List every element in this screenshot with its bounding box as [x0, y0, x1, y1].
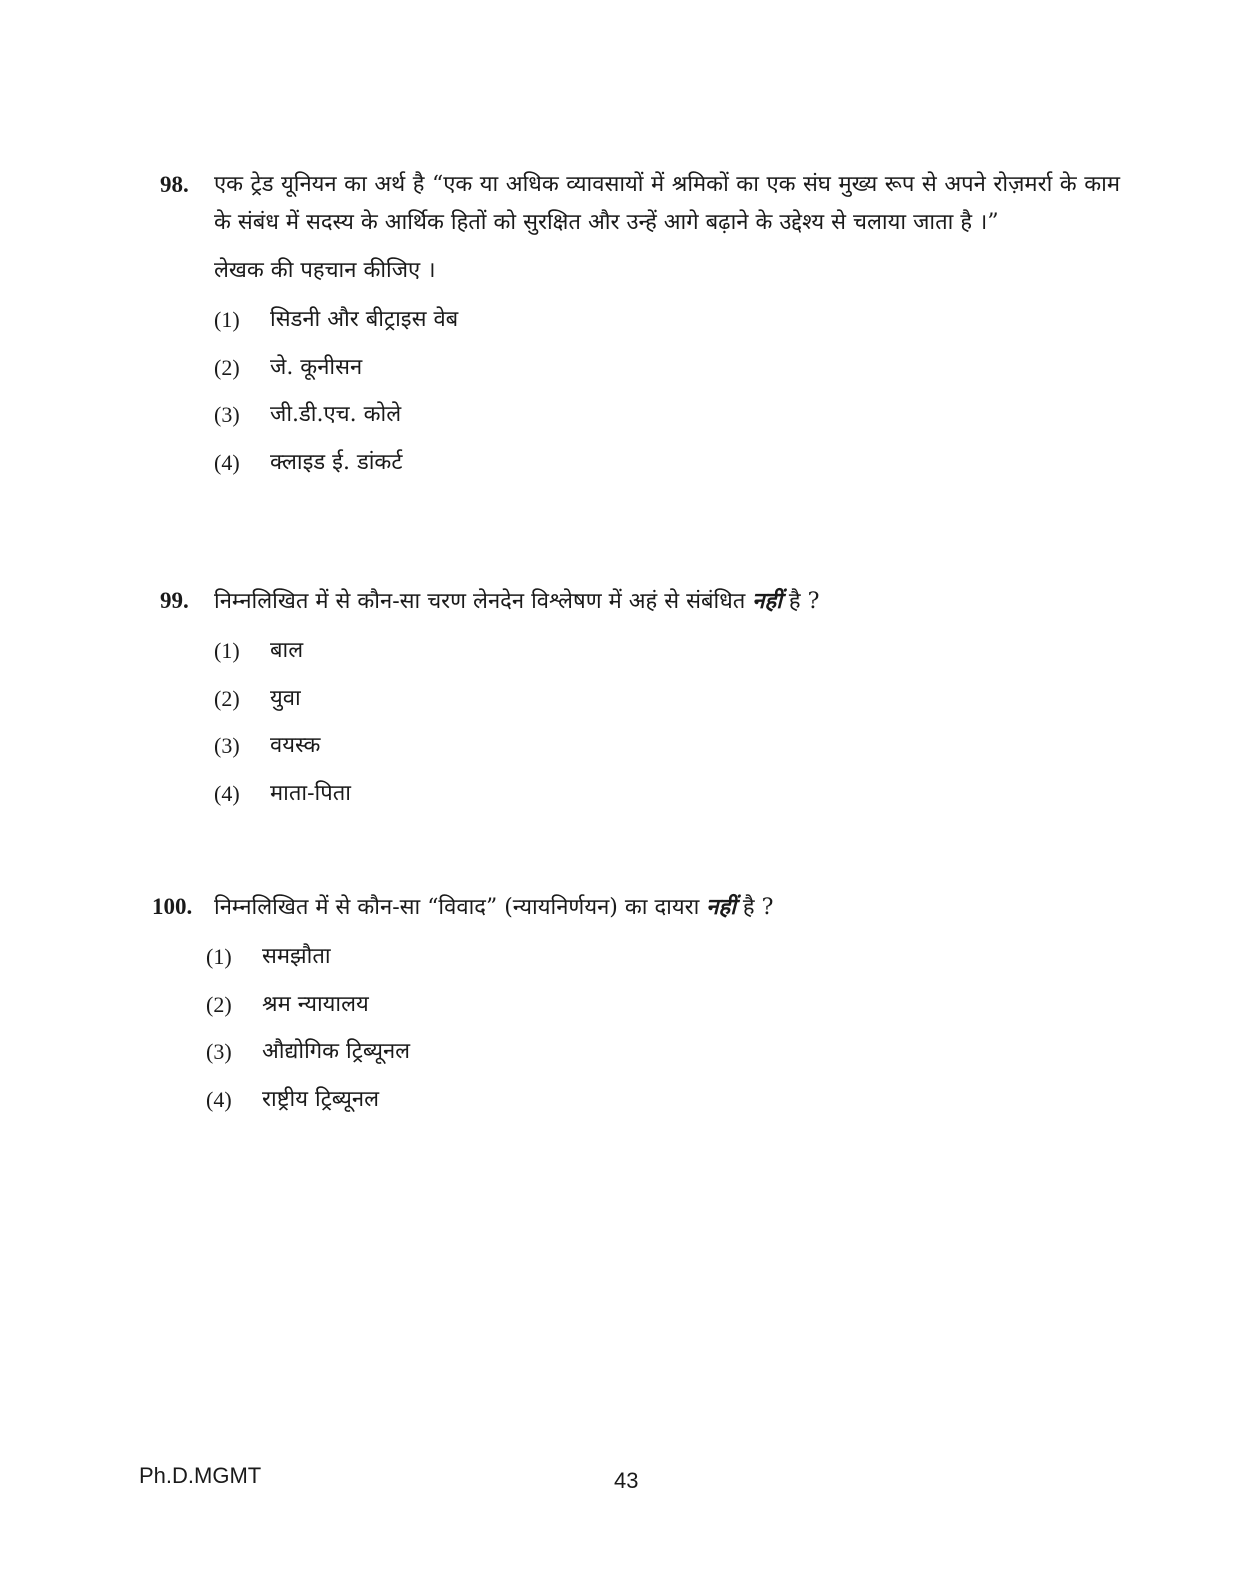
question-text-before: निम्नलिखित में से कौन-सा चरण लेनदेन विश्लेषण में अहं से संबंधित — [214, 589, 746, 614]
page-number: 43 — [614, 1468, 639, 1493]
question-text-before: निम्नलिखित में से कौन-सा “विवाद” (न्यायनिर्णयन) का दायरा — [214, 895, 700, 920]
options-list — [214, 627, 1120, 817]
question-number: 98. — [160, 172, 189, 197]
options-list — [214, 296, 1120, 486]
option-text: समझौता — [262, 944, 331, 969]
option-number: (2) — [206, 991, 232, 1017]
option-number: (2) — [214, 354, 240, 380]
option-number: (3) — [206, 1039, 232, 1064]
option-text: युवा — [270, 685, 301, 711]
question-100-stem — [152, 888, 1112, 927]
question-99-stem — [160, 582, 1120, 621]
option-text: वयस्क — [270, 733, 321, 758]
option-2 — [214, 675, 1120, 723]
question-text-after: है ? — [788, 589, 820, 614]
option-text: माता-पिता — [270, 780, 351, 806]
option-text: जे. कूनीसन — [270, 354, 363, 380]
option-1 — [214, 627, 1120, 675]
option-3 — [214, 391, 1120, 439]
question-text — [214, 888, 1112, 927]
option-text: औद्योगिक ट्रिब्यूनल — [262, 1039, 411, 1064]
option-number: (4) — [206, 1086, 232, 1112]
option-text: श्रम न्यायालय — [262, 991, 369, 1017]
option-number: (2) — [214, 685, 240, 711]
option-2 — [214, 344, 1120, 392]
option-4 — [206, 1076, 1112, 1124]
question-emphasis: नहीं — [706, 894, 736, 920]
option-2 — [206, 981, 1112, 1029]
option-number: (3) — [214, 402, 240, 427]
exam-code: Ph.D.MGMT — [139, 1463, 262, 1488]
question-emphasis: नहीं — [752, 588, 782, 614]
option-number: (1) — [206, 944, 232, 969]
option-text: बाल — [270, 638, 304, 663]
option-3 — [214, 722, 1120, 770]
option-text: क्लाइड ई. डांकर्ट — [270, 449, 403, 475]
question-number: 99. — [160, 588, 189, 613]
option-1 — [214, 296, 1120, 344]
option-number: (3) — [214, 733, 240, 758]
option-text: सिडनी और बीट्राइस वेब — [270, 307, 459, 332]
option-number: (1) — [214, 307, 240, 332]
question-text: एक ट्रेड यूनियन का अर्थ है “एक या अधिक व्यावसायों में श्रमिकों का एक संघ मुख्य रूप से अपने रोज़मर्रा के काम के संबंध में सदस्य के आर्थिक हितों को सुरक्षित और उन्हें आगे बढ़ाने के उद्देश्य से चलाया जाता है ।” — [214, 172, 1120, 235]
option-text: जी.डी.एच. कोले — [270, 402, 402, 427]
question-99 — [160, 582, 1120, 817]
option-3 — [206, 1028, 1112, 1076]
question-98-stem — [160, 166, 1120, 242]
option-number: (4) — [214, 780, 240, 806]
option-number: (4) — [214, 449, 240, 475]
option-4 — [214, 439, 1120, 487]
question-number: 100. — [152, 894, 193, 919]
question-text-after: है ? — [742, 895, 774, 920]
option-1 — [206, 933, 1112, 981]
option-number: (1) — [214, 638, 240, 663]
question-98 — [160, 166, 1120, 486]
question-100 — [152, 888, 1112, 1123]
options-list — [206, 933, 1112, 1123]
option-4 — [214, 770, 1120, 818]
option-text: राष्ट्रीय ट्रिब्यूनल — [262, 1086, 380, 1112]
question-text — [214, 582, 1120, 621]
question-subprompt: लेखक की पहचान कीजिए । — [214, 258, 436, 283]
